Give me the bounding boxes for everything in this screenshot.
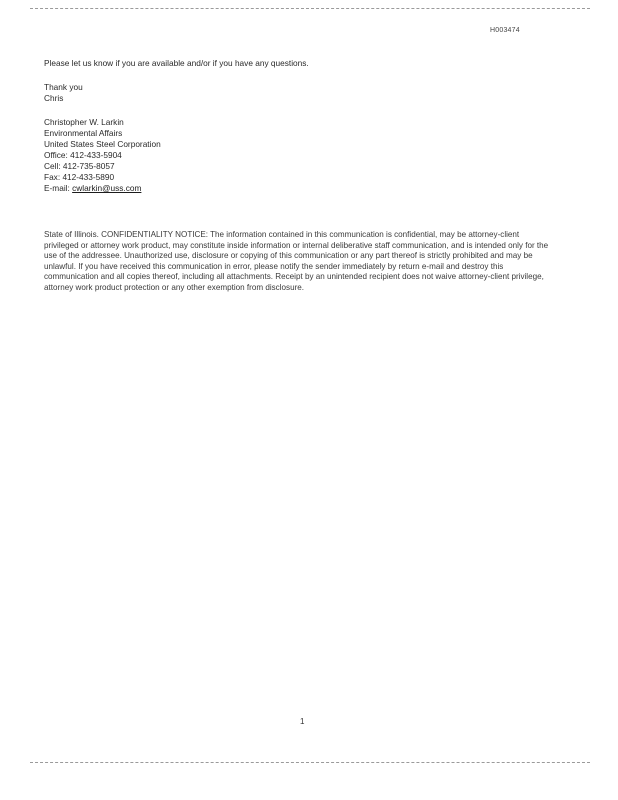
signature-name: Christopher W. Larkin: [44, 117, 124, 127]
signature-department: Environmental Affairs: [44, 128, 123, 138]
signature-office-phone: Office: 412-433-5904: [44, 150, 122, 160]
sender-first-name: Chris: [44, 93, 64, 103]
signature-cell-phone: Cell: 412-735-8057: [44, 161, 115, 171]
request-line: Please let us know if you are available and/or if you have any questions.: [44, 58, 309, 68]
signature-company: United States Steel Corporation: [44, 139, 161, 149]
signature-block: [44, 117, 554, 194]
closing-line: Thank you: [44, 82, 83, 92]
confidentiality-notice: State of Illinois. CONFIDENTIALITY NOTICE: The information contained in this communication is confidential, may be attorney-client privileged or attorney work product, may constitute inside information or internal deliberative staff communication, and is intended only for the use of the addressee. Unauthorized use, disclosure or copying of this communication or any part thereof is strictly prohibited and may be unlawful. If you have received this communication in error, please notify the sender immediately by return e-mail and destroy this communication and all copies thereof, including all attachments. Receipt by an unintended recipient does not waive attorney-client privilege, attorney work product protection or any other exemption from disclosure.: [44, 230, 549, 292]
email-body: [44, 58, 554, 294]
scan-bottom-edge: [30, 762, 590, 763]
signature-fax: Fax: 412-433-5890: [44, 172, 115, 182]
signature-email-link[interactable]: cwlarkin@uss.com: [72, 183, 142, 193]
signature-email: [44, 183, 554, 194]
signature-email-label: E-mail:: [44, 183, 73, 193]
page-number: 1: [300, 717, 305, 726]
bates-number: H003474: [490, 27, 520, 34]
scan-top-edge: [30, 8, 590, 9]
